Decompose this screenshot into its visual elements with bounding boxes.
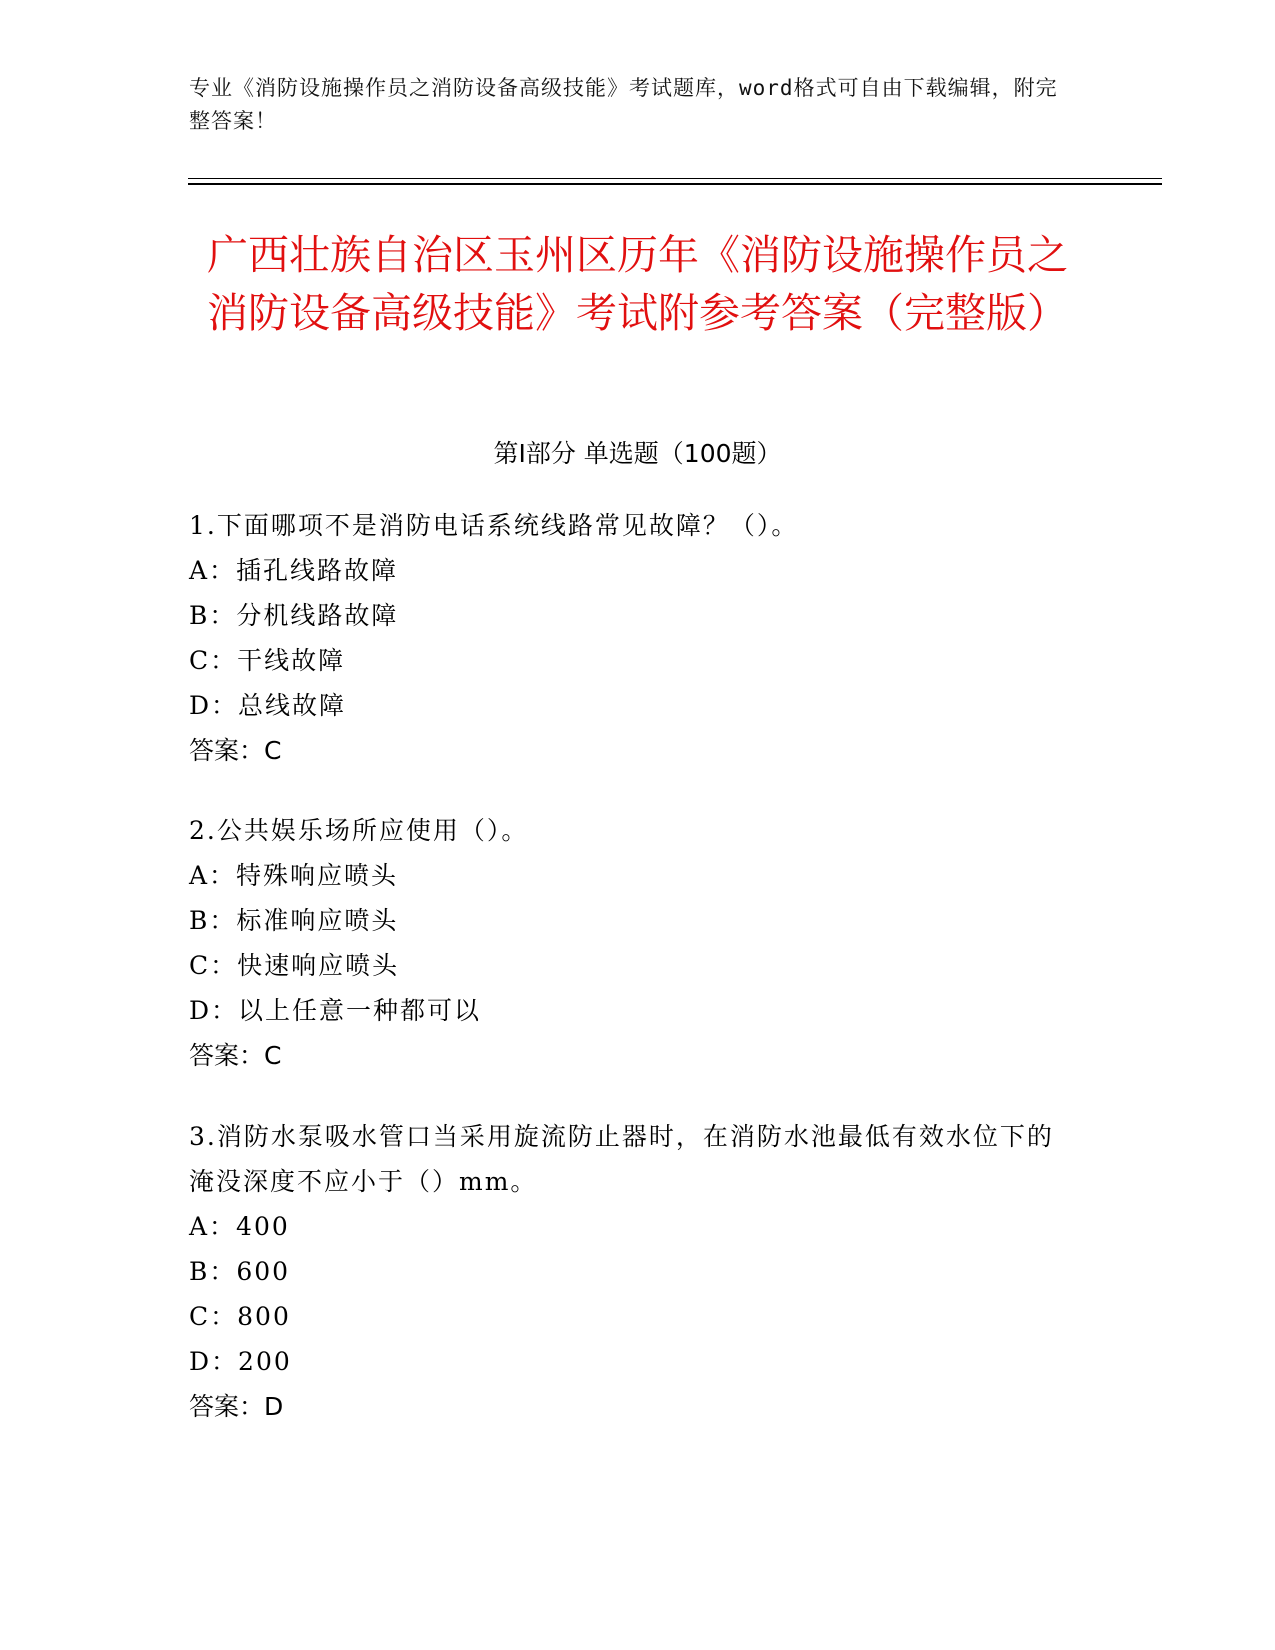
option-d: D：总线故障 [189,691,347,720]
option-d: D：以上任意一种都可以 [189,996,482,1025]
option-a: A：插孔线路故障 [189,556,399,585]
option-a: A：400 [189,1212,290,1241]
question-stem: 2.公共娱乐场所应使用（）。 [189,816,529,845]
question-1 [189,503,1069,773]
option-b: B：600 [189,1257,291,1286]
answer: 答案：C [189,1041,282,1070]
header-divider-thick [188,183,1162,185]
document-title: 广西壮族自治区玉州区历年《消防设施操作员之消防设备高级技能》考试附参考答案（完整版） [207,231,1068,337]
question-2 [189,808,1069,1078]
answer: 答案：D [189,1392,284,1421]
option-b: B：标准响应喷头 [189,906,399,935]
option-c: C：干线故障 [189,646,346,675]
option-b: B：分机线路故障 [189,601,399,630]
question-stem: 3.消防水泵吸水管口当采用旋流防止器时，在消防水池最低有效水位下的淹没深度不应小于（）mm。 [189,1122,1054,1196]
option-c: C：800 [189,1302,291,1331]
question-stem: 1.下面哪项不是消防电话系统线路常见故障？（）。 [189,511,799,540]
option-d: D：200 [189,1347,292,1376]
header-divider-thin [188,178,1162,179]
option-c: C：快速响应喷头 [189,951,400,980]
option-a: A：特殊响应喷头 [189,861,399,890]
section-heading: 第Ⅰ部分 单选题（100题） [493,439,782,468]
answer: 答案：C [189,736,282,765]
question-3 [189,1114,1069,1429]
header-note: 专业《消防设施操作员之消防设备高级技能》考试题库，word格式可自由下载编辑，附完整答案！ [189,76,1058,133]
